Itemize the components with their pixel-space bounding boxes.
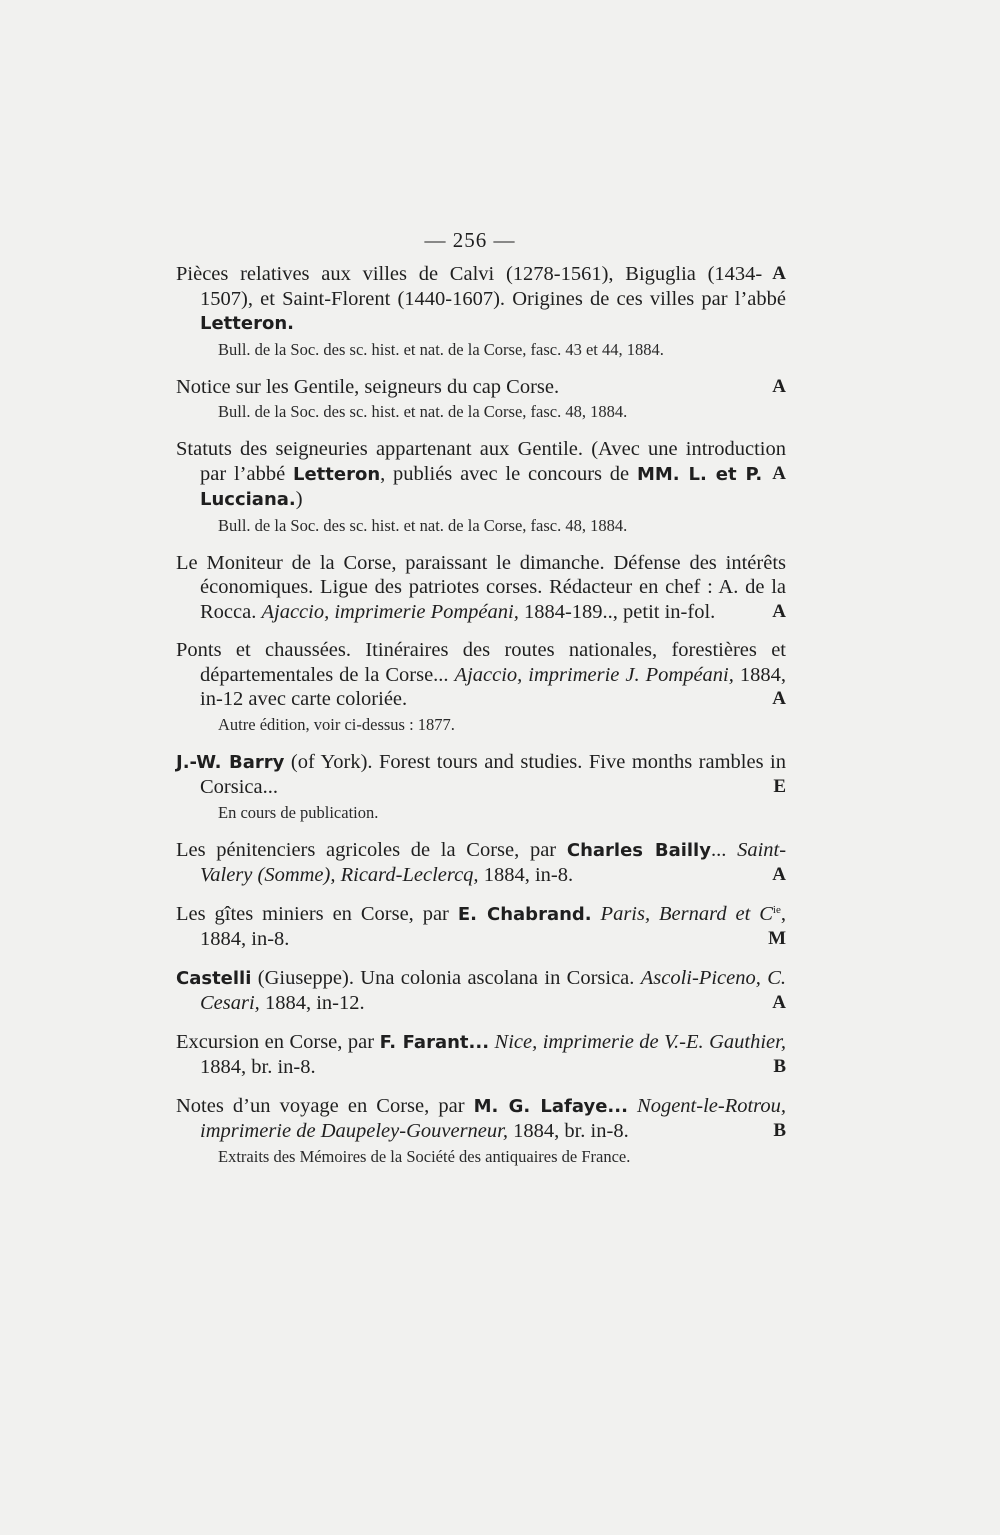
entry-text: Ponts et chaussées. Itinéraires des routes nationales, forestières et départementales de la Corse... — [176, 639, 786, 686]
entry-author: Letteron. — [200, 313, 294, 334]
entry-grade: A — [772, 992, 786, 1013]
entry-body — [176, 750, 786, 800]
entry-body — [176, 437, 786, 513]
entry-text: Notice sur les Gentile, seigneurs du cap Corse. — [176, 375, 560, 398]
entry-text: ... — [710, 838, 738, 861]
entry-author: Castelli — [176, 967, 252, 989]
bibliography-entry — [176, 838, 786, 888]
bibliography-entry — [176, 902, 786, 952]
entry-author: F. Farant... — [379, 1031, 490, 1053]
entry-publisher: Ajaccio, imprimerie J. Pompéani, — [454, 663, 734, 686]
entry-body — [176, 262, 786, 337]
entry-author: M. G. Lafaye... — [473, 1095, 628, 1117]
entry-text: , 1884, in-8. — [200, 902, 786, 950]
bibliography-entry — [176, 1094, 786, 1168]
entry-text: 1884-189.., petit in-fol. — [518, 600, 716, 623]
entry-text: , publiés avec le concours de — [380, 462, 637, 485]
entry-body — [176, 551, 786, 625]
entry-grade: B — [773, 1120, 786, 1141]
entry-publisher: Ajaccio, imprimerie Pompéani, — [261, 600, 519, 623]
entry-text: (of York). Forest tours and studies. Five months rambles in Corsica... — [200, 750, 786, 798]
entry-author: E. Chabrand. — [457, 903, 592, 925]
entry-grade: A — [772, 864, 786, 885]
entry-text: Statuts des seigneuries appartenant aux Gentile. (Avec une introduction par l’abbé — [176, 438, 786, 485]
entry-publisher: Nogent-le-Rotrou, imprimerie de Daupeley-Gouverneur, — [200, 1094, 787, 1142]
entry-text: 1884, in-12 avec carte coloriée. — [200, 663, 787, 710]
entry-body — [176, 966, 786, 1016]
entry-text: 1884, in-8. — [478, 864, 574, 886]
entry-text: 1884, in-12. — [259, 992, 365, 1014]
entry-grade: B — [773, 1056, 786, 1077]
entry-grade: A — [772, 375, 786, 397]
bibliography-entry — [176, 375, 786, 424]
entry-grade: A — [772, 263, 786, 284]
entry-body — [176, 1030, 786, 1080]
bibliography-list — [176, 262, 786, 1182]
bibliography-entry — [176, 437, 786, 537]
entry-body — [176, 638, 786, 712]
entry-body — [176, 375, 786, 400]
entry-note: Bull. de la Soc. des sc. hist. et nat. de la Corse, fasc. 48, 1884. — [218, 515, 628, 535]
entry-text: Le Moniteur de la Corse, paraissant le dimanche. Défense des intérêts économiques. Ligue des patriotes corses. Rédacteur en chef : A. de la Rocca. — [176, 551, 786, 623]
entry-note: Extraits des Mémoires de la Société des antiquaires de France. — [218, 1146, 631, 1166]
entry-text: 1884, br. in-8. — [200, 1056, 316, 1078]
entry-author: Charles Bailly — [566, 839, 711, 861]
page-number: — 256 — — [424, 228, 516, 252]
entry-text: Pièces relatives aux villes de Calvi (1278-1561), Biguglia (1434-1507), et Saint-Florent (1440-1607). Origines de ces villes par l’abbé — [176, 263, 786, 310]
bibliography-entry — [176, 966, 786, 1016]
entry-text: Les pénitenciers agricoles de la Corse, par — [176, 838, 567, 861]
entry-grade: A — [772, 688, 786, 709]
entry-superscript: ie — [772, 903, 781, 916]
bibliography-entry — [176, 262, 786, 361]
entry-text: Notes d’un voyage en Corse, par — [176, 1094, 474, 1117]
entry-publisher: Paris, Bernard et C — [591, 902, 773, 925]
entry-publisher: Nice, imprimerie de V.-E. Gauthier, — [489, 1030, 786, 1053]
entry-body — [176, 838, 786, 888]
entry-body — [176, 902, 786, 952]
entry-body — [176, 1094, 786, 1144]
bibliography-entry — [176, 638, 786, 736]
entry-author: MM. L. et P. Lucciana. — [200, 463, 763, 510]
bibliography-entry — [176, 1030, 786, 1080]
bibliography-entry — [176, 750, 786, 824]
entry-grade: A — [772, 462, 786, 484]
entry-author: Letteron — [292, 463, 381, 485]
entry-grade: E — [773, 776, 786, 797]
entry-note: Bull. de la Soc. des sc. hist. et nat. de la Corse, fasc. 48, 1884. — [218, 402, 628, 421]
entry-grade: A — [772, 600, 786, 622]
entry-text: Les gîtes miniers en Corse, par — [176, 902, 458, 925]
entry-text: (Giuseppe). Una colonia ascolana in Corsica. — [251, 966, 641, 989]
entry-note: Bull. de la Soc. des sc. hist. et nat. de la Corse, fasc. 43 et 44, 1884. — [218, 339, 664, 359]
entry-text: ) — [295, 488, 303, 510]
bibliography-entry — [176, 551, 786, 625]
entry-author: J.-W. Barry — [176, 751, 285, 773]
entry-note: Autre édition, voir ci-dessus : 1877. — [218, 714, 455, 734]
entry-grade: M — [768, 928, 786, 949]
entry-text: 1884, br. in-8. — [507, 1120, 629, 1142]
entry-publisher: Ascoli-Piceno, C. Cesari, — [200, 966, 786, 1014]
entry-text: Excursion en Corse, par — [176, 1030, 380, 1053]
entry-publisher: Saint-Valery (Somme), Ricard-Leclercq, — [200, 838, 787, 886]
entry-note: En cours de publication. — [218, 802, 379, 822]
